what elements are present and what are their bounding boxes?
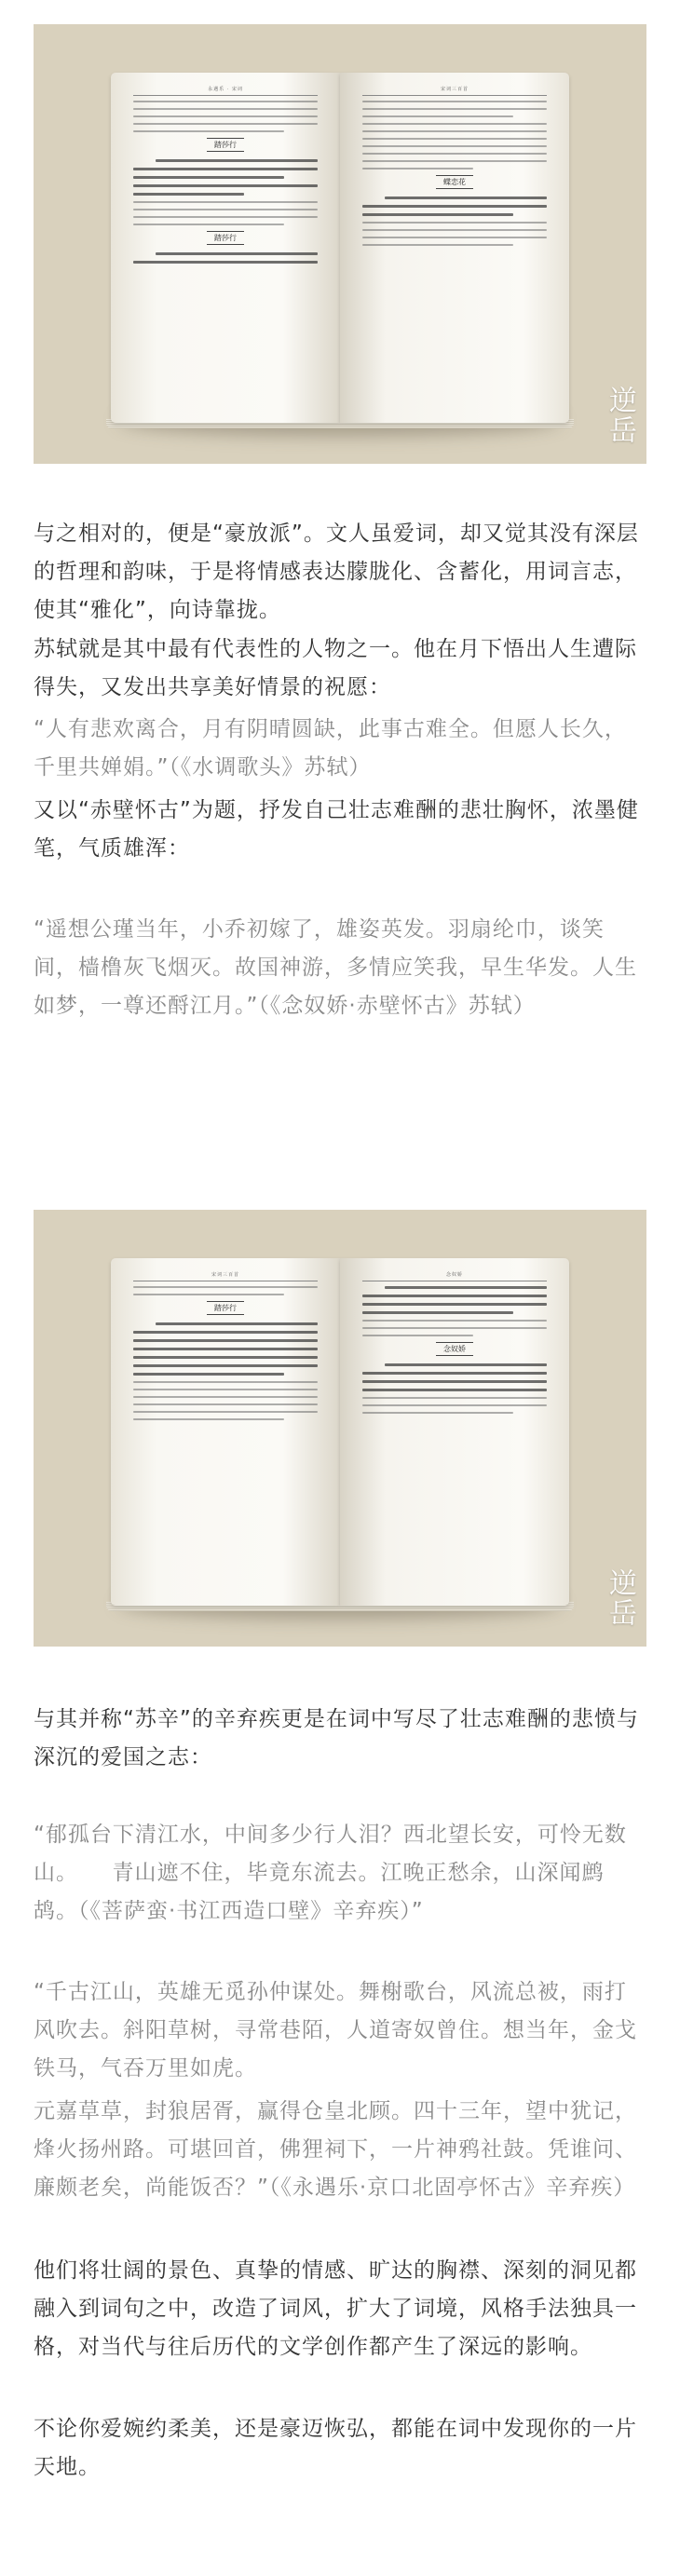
paragraph: 苏轼就是其中最有代表性的人物之一。他在月下悟出人生遭际得失，又发出共享美好情景的祝愿： [34, 637, 637, 699]
quote: “人有悲欢离合，月有阴晴圆缺，此事古难全。但愿人长久，千里共婵娟。”（《水调歌头》苏轼） [34, 717, 627, 780]
quote: “郁孤台下清江水，中间多少行人泪？西北望长安，可怜无数山。 青山遮不住，毕竟东流去。江晚正愁余，山深闻鹧鸪。（《菩萨蛮·书江西造口壁》辛弃疾）” [34, 1823, 627, 1923]
book-right-page [340, 73, 569, 423]
quote: “千古江山，英雄无觅孙仲谋处。舞榭歌台，风流总被，雨打风吹去。斜阳草树，寻常巷陌，人道寄奴曾住。想当年，金戈铁马，气吞万里如虎。 [34, 1980, 637, 2081]
running-head: 永遇乐 · 宋词 [133, 86, 318, 96]
paragraph: 与其并称“苏辛”的辛弃疾更是在词中写尽了壮志难酬的悲愤与深沉的爱国之志： [34, 1707, 639, 1769]
calligraphy-signature: 逆岳 [604, 1568, 636, 1628]
poem-title: 踏莎行 [207, 231, 244, 245]
poem-title: 念奴娇 [436, 1342, 473, 1356]
quote: 元嘉草草，封狼居胥，赢得仓皇北顾。四十三年，望中犹记，烽火扬州路。可堪回首，佛狸祠下，一片神鸦社鼓。凭谁问、廉颇老矣，尚能饭否？”（《永遇乐·京口北固亭怀古》辛弃疾） [34, 2099, 637, 2200]
paragraph: 与之相对的，便是“豪放派”。文人虽爱词，却又觉其没有深层的哲理和韵味，于是将情感表达朦胧化、含蓄化，用词言志，使其“雅化”，向诗靠拢。 [34, 522, 639, 622]
poem-title: 踏莎行 [207, 1301, 244, 1315]
running-head: 宋词三百首 [362, 86, 547, 96]
poem-title: 蝶恋花 [436, 175, 473, 189]
book-left-page [111, 1258, 340, 1606]
running-head: 宋词三百首 [133, 1271, 318, 1281]
paragraph: 他们将壮阔的景色、真挚的情感、旷达的胸襟、深刻的洞见都融入到词句之中，改造了词风，扩大了词境，风格手法独具一格，对当代与往后历代的文学创作都产生了深远的影响。 [34, 2258, 637, 2359]
book-right-page [340, 1258, 569, 1606]
book-photo-2 [34, 1210, 646, 1647]
poem-title: 踏莎行 [207, 138, 244, 152]
open-book [111, 1258, 569, 1606]
book-photo-1 [34, 24, 646, 464]
running-head: 念奴娇 [362, 1271, 547, 1281]
book-left-page [111, 73, 340, 423]
quote: “遥想公瑾当年，小乔初嫁了，雄姿英发。羽扇纶巾，谈笑间，樯橹灰飞烟灭。故国神游，多情应笑我，早生华发。人生如梦，一尊还酹江月。”（《念奴娇·赤壁怀古》苏轼） [34, 917, 637, 1018]
paragraph: 又以“赤壁怀古”为题，抒发自己壮志难酬的悲壮胸怀，浓墨健笔，气质雄浑： [34, 798, 639, 861]
paragraph: 不论你爱婉约柔美，还是豪迈恢弘，都能在词中发现你的一片天地。 [34, 2417, 637, 2479]
open-book [111, 73, 569, 423]
calligraphy-signature: 逆岳 [604, 386, 636, 445]
